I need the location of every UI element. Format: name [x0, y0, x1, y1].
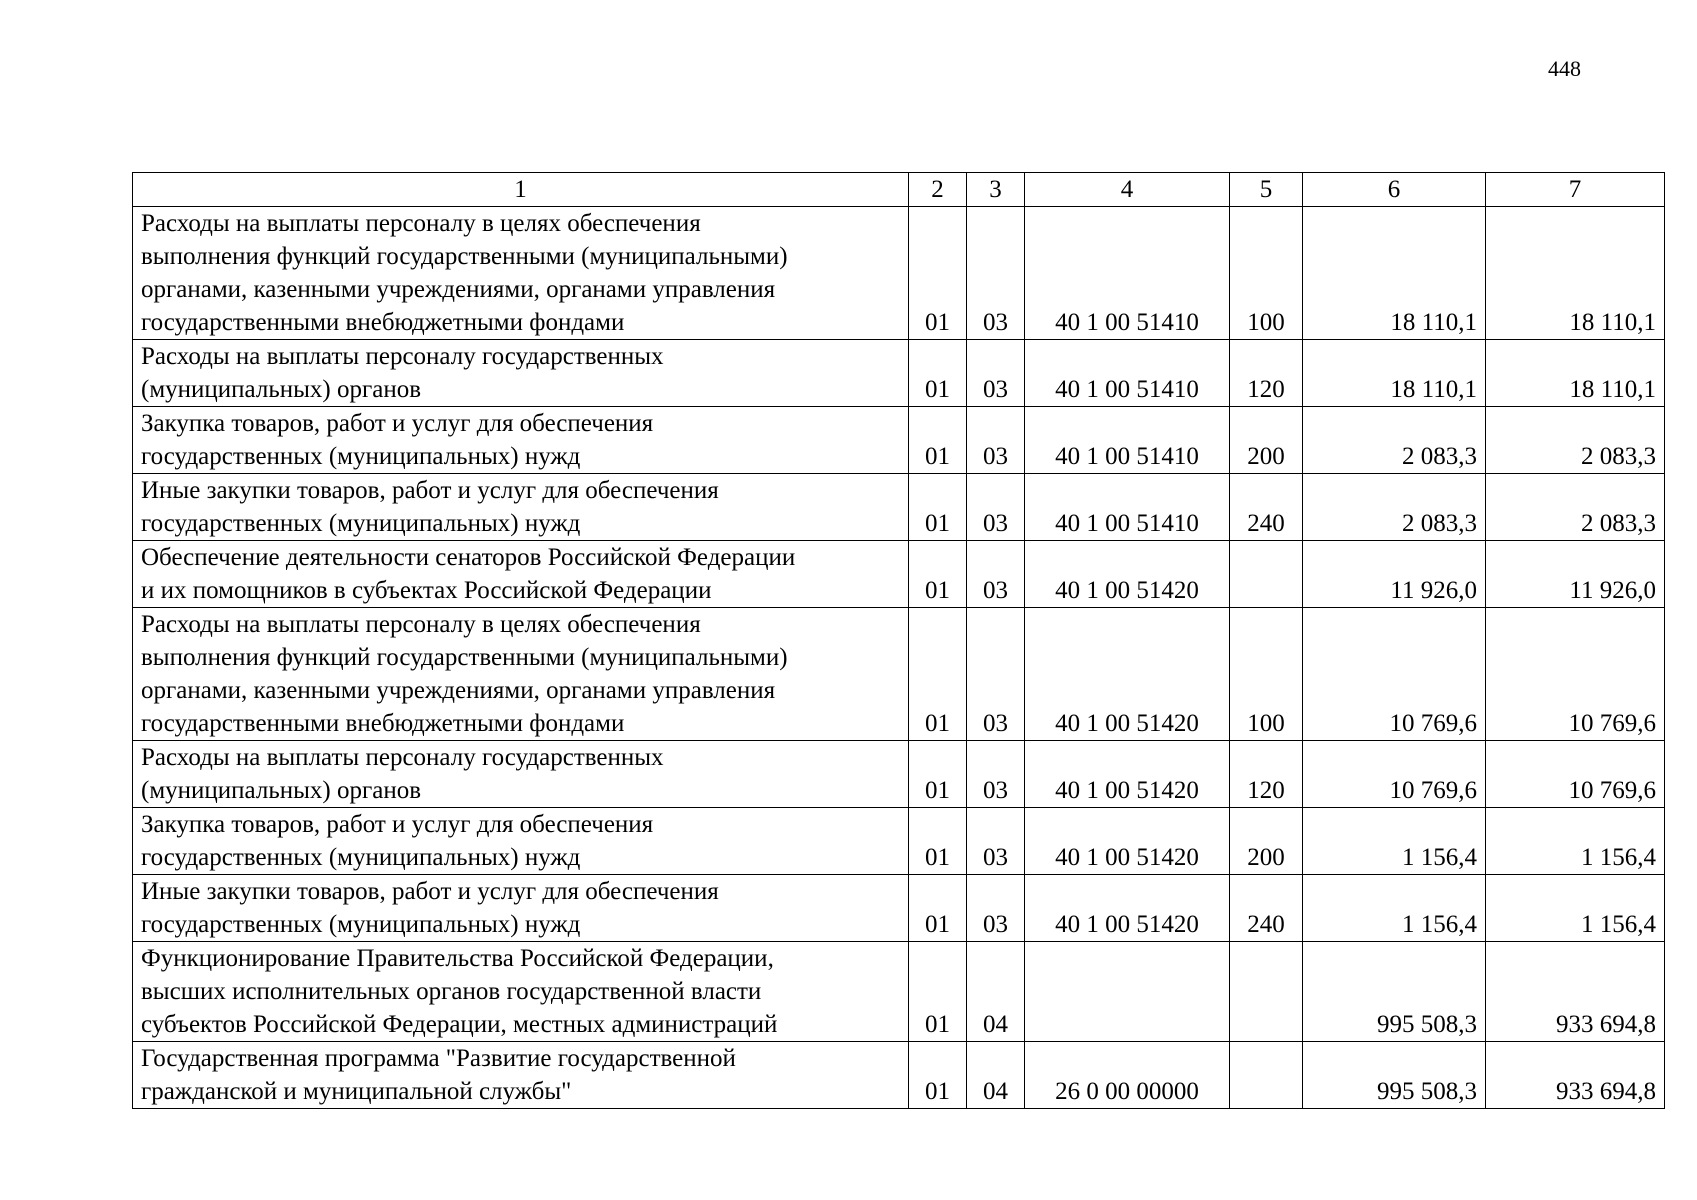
row-target-item-code: 40 1 00 51420 — [1025, 541, 1230, 608]
row-amount-col7: 2 083,3 — [1486, 474, 1665, 541]
row-expense-type-code: 200 — [1230, 407, 1303, 474]
row-expense-type-code: 100 — [1230, 207, 1303, 340]
table-row — [133, 541, 1665, 608]
table-row — [133, 808, 1665, 875]
row-amount-col6: 995 508,3 — [1303, 1042, 1486, 1109]
row-description: Расходы на выплаты персоналу в целях обеспечения выполнения функций государственными (муниципальными) органами, казенными учреждениями, органами управления государственными внебюджетными фондами — [133, 608, 909, 741]
row-description: Иные закупки товаров, работ и услуг для обеспечения государственных (муниципальных) нужд — [133, 875, 909, 942]
row-description: Государственная программа "Развитие государственной гражданской и муниципальной службы" — [133, 1042, 909, 1109]
row-section-code: 01 — [909, 608, 967, 741]
row-description: Закупка товаров, работ и услуг для обеспечения государственных (муниципальных) нужд — [133, 407, 909, 474]
column-header-6: 6 — [1303, 173, 1486, 207]
row-subsection-code: 03 — [967, 608, 1025, 741]
row-amount-col6: 2 083,3 — [1303, 474, 1486, 541]
table-row — [133, 407, 1665, 474]
row-description: Расходы на выплаты персоналу в целях обеспечения выполнения функций государственными (муниципальными) органами, казенными учреждениями, органами управления государственными внебюджетными фондами — [133, 207, 909, 340]
row-subsection-code: 03 — [967, 541, 1025, 608]
row-description: Закупка товаров, работ и услуг для обеспечения государственных (муниципальных) нужд — [133, 808, 909, 875]
row-target-item-code — [1025, 942, 1230, 1042]
row-target-item-code: 40 1 00 51410 — [1025, 340, 1230, 407]
row-amount-col7: 11 926,0 — [1486, 541, 1665, 608]
row-target-item-code: 40 1 00 51420 — [1025, 741, 1230, 808]
row-amount-col7: 933 694,8 — [1486, 1042, 1665, 1109]
row-expense-type-code: 120 — [1230, 340, 1303, 407]
row-target-item-code: 40 1 00 51420 — [1025, 808, 1230, 875]
row-amount-col7: 10 769,6 — [1486, 608, 1665, 741]
row-section-code: 01 — [909, 875, 967, 942]
row-amount-col7: 933 694,8 — [1486, 942, 1665, 1042]
row-amount-col6: 1 156,4 — [1303, 808, 1486, 875]
row-amount-col6: 1 156,4 — [1303, 875, 1486, 942]
row-amount-col7: 2 083,3 — [1486, 407, 1665, 474]
table-row — [133, 340, 1665, 407]
row-section-code: 01 — [909, 942, 967, 1042]
row-expense-type-code: 240 — [1230, 875, 1303, 942]
row-amount-col6: 2 083,3 — [1303, 407, 1486, 474]
row-section-code: 01 — [909, 474, 967, 541]
row-section-code: 01 — [909, 808, 967, 875]
table-row — [133, 608, 1665, 741]
row-target-item-code: 40 1 00 51420 — [1025, 875, 1230, 942]
row-amount-col6: 10 769,6 — [1303, 608, 1486, 741]
table-row — [133, 875, 1665, 942]
table-row — [133, 1042, 1665, 1109]
header-row — [133, 173, 1665, 207]
row-expense-type-code: 100 — [1230, 608, 1303, 741]
row-target-item-code: 40 1 00 51410 — [1025, 407, 1230, 474]
row-target-item-code: 40 1 00 51410 — [1025, 207, 1230, 340]
row-section-code: 01 — [909, 541, 967, 608]
row-expense-type-code — [1230, 942, 1303, 1042]
row-amount-col7: 1 156,4 — [1486, 875, 1665, 942]
row-subsection-code: 03 — [967, 808, 1025, 875]
row-target-item-code: 40 1 00 51420 — [1025, 608, 1230, 741]
row-description: Функционирование Правительства Российской Федерации, высших исполнительных органов государственной власти субъектов Российской Федерации, местных администраций — [133, 942, 909, 1042]
row-description: Иные закупки товаров, работ и услуг для обеспечения государственных (муниципальных) нужд — [133, 474, 909, 541]
row-section-code: 01 — [909, 741, 967, 808]
table-row — [133, 741, 1665, 808]
table-row — [133, 474, 1665, 541]
row-section-code: 01 — [909, 207, 967, 340]
row-subsection-code: 03 — [967, 875, 1025, 942]
row-amount-col7: 1 156,4 — [1486, 808, 1665, 875]
row-section-code: 01 — [909, 1042, 967, 1109]
row-description: Обеспечение деятельности сенаторов Российской Федерации и их помощников в субъектах Российской Федерации — [133, 541, 909, 608]
row-subsection-code: 03 — [967, 741, 1025, 808]
table-body — [133, 207, 1665, 1109]
row-amount-col6: 11 926,0 — [1303, 541, 1486, 608]
row-target-item-code: 40 1 00 51410 — [1025, 474, 1230, 541]
row-amount-col7: 10 769,6 — [1486, 741, 1665, 808]
row-subsection-code: 03 — [967, 474, 1025, 541]
column-header-2: 2 — [909, 173, 967, 207]
row-expense-type-code: 200 — [1230, 808, 1303, 875]
column-header-3: 3 — [967, 173, 1025, 207]
column-header-5: 5 — [1230, 173, 1303, 207]
row-amount-col7: 18 110,1 — [1486, 340, 1665, 407]
column-header-1: 1 — [133, 173, 909, 207]
row-subsection-code: 03 — [967, 207, 1025, 340]
row-subsection-code: 04 — [967, 1042, 1025, 1109]
row-amount-col6: 10 769,6 — [1303, 741, 1486, 808]
row-expense-type-code — [1230, 541, 1303, 608]
row-amount-col6: 18 110,1 — [1303, 207, 1486, 340]
table-row — [133, 942, 1665, 1042]
row-amount-col6: 18 110,1 — [1303, 340, 1486, 407]
page-number: 448 — [1548, 56, 1581, 81]
column-header-4: 4 — [1025, 173, 1230, 207]
row-subsection-code: 03 — [967, 340, 1025, 407]
column-header-7: 7 — [1486, 173, 1665, 207]
row-description: Расходы на выплаты персоналу государственных (муниципальных) органов — [133, 741, 909, 808]
row-section-code: 01 — [909, 340, 967, 407]
row-section-code: 01 — [909, 407, 967, 474]
row-amount-col6: 995 508,3 — [1303, 942, 1486, 1042]
row-subsection-code: 03 — [967, 407, 1025, 474]
row-expense-type-code: 240 — [1230, 474, 1303, 541]
row-amount-col7: 18 110,1 — [1486, 207, 1665, 340]
row-expense-type-code: 120 — [1230, 741, 1303, 808]
row-target-item-code: 26 0 00 00000 — [1025, 1042, 1230, 1109]
row-description: Расходы на выплаты персоналу государственных (муниципальных) органов — [133, 340, 909, 407]
table-row — [133, 207, 1665, 340]
budget-table — [132, 172, 1665, 1109]
row-expense-type-code — [1230, 1042, 1303, 1109]
row-subsection-code: 04 — [967, 942, 1025, 1042]
